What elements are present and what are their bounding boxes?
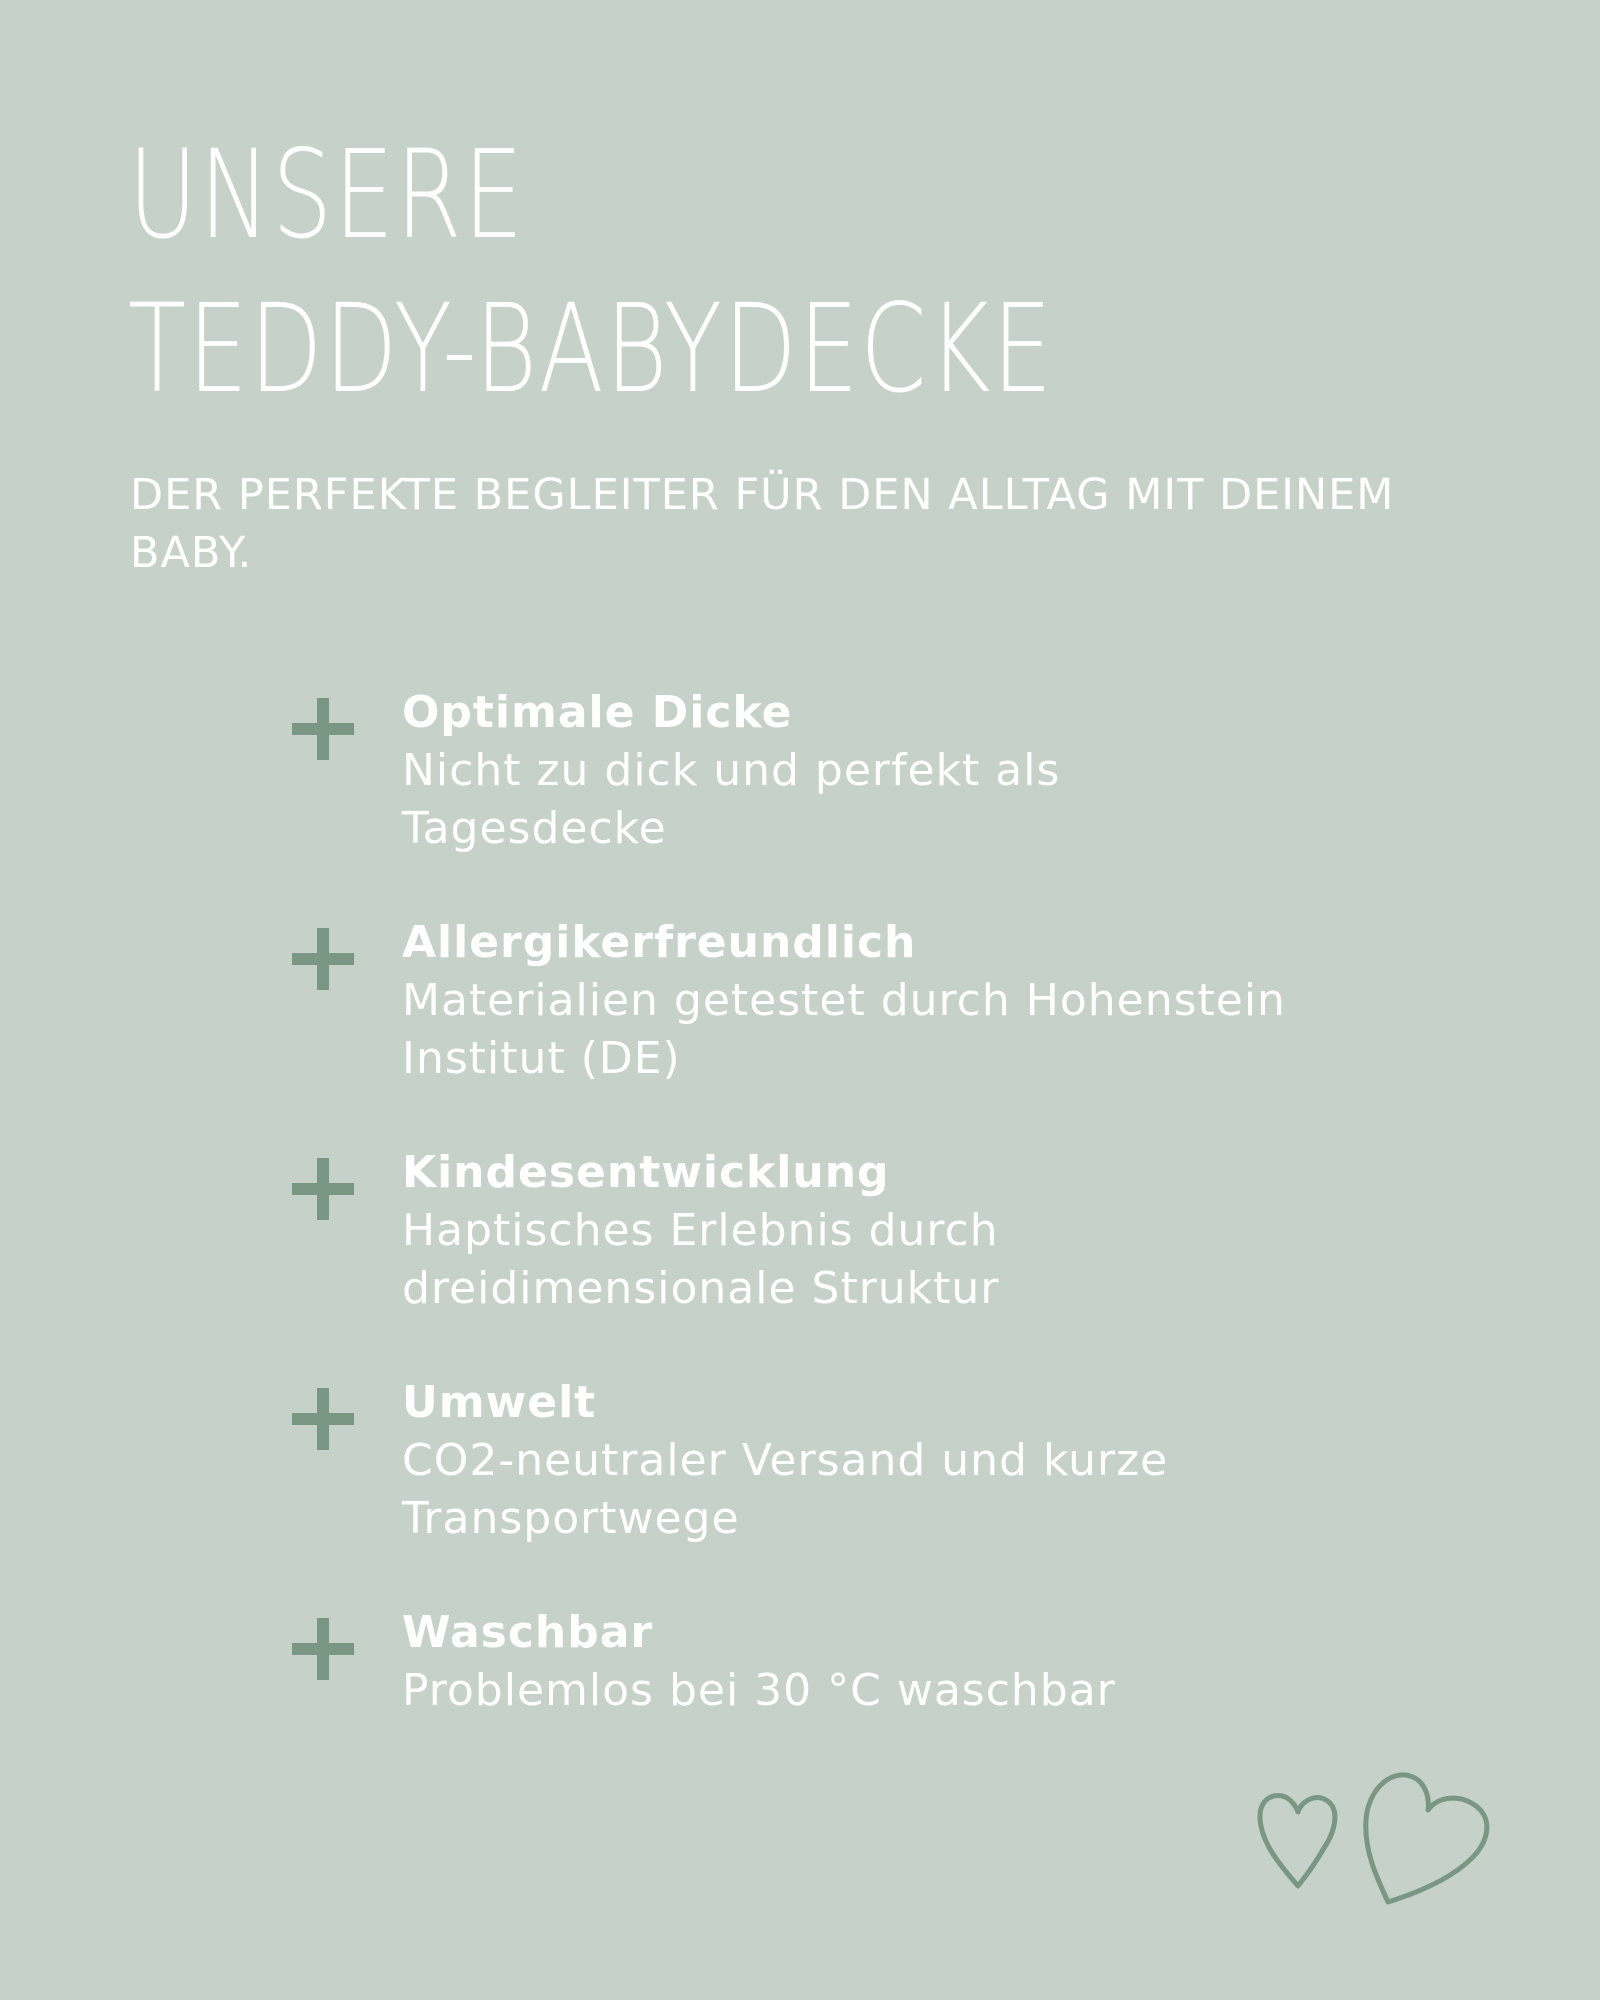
feature-text [402, 1374, 1402, 1548]
feature-title: Umwelt [402, 1377, 597, 1428]
feature-description: Materialien getestet durch Hohenstein Institut (DE) [402, 975, 1286, 1084]
feature-text [402, 914, 1402, 1088]
feature-title: Allergikerfreundlich [402, 917, 917, 968]
page-title [128, 118, 1054, 426]
feature-item [292, 1604, 1392, 1834]
feature-text [402, 1144, 1402, 1318]
plus-icon [292, 698, 354, 760]
page-subtitle: DER PERFEKTE BEGLEITER FÜR DEN ALLTAG MIT DEINEM BABY. [130, 470, 1395, 578]
large-heart-icon [1366, 1775, 1487, 1902]
feature-item [292, 1374, 1392, 1604]
feature-title: Waschbar [402, 1607, 654, 1658]
feature-title: Kindesentwicklung [402, 1147, 890, 1198]
feature-description: Haptisches Erlebnis durch dreidimensionale Struktur [402, 1205, 1000, 1314]
plus-icon [292, 1618, 354, 1680]
plus-icon [292, 1158, 354, 1220]
title-line-1: UNSERE [128, 124, 525, 266]
feature-list [292, 684, 1392, 1834]
feature-description: Problemlos bei 30 °C waschbar [402, 1665, 1116, 1716]
feature-item [292, 684, 1392, 914]
small-heart-icon [1260, 1795, 1335, 1886]
feature-item [292, 914, 1392, 1144]
feature-title: Optimale Dicke [402, 687, 793, 738]
plus-icon [292, 928, 354, 990]
feature-text [402, 1604, 1402, 1720]
plus-icon [292, 1388, 354, 1450]
feature-text [402, 684, 1402, 858]
feature-description: Nicht zu dick und perfekt als Tagesdecke [402, 745, 1061, 854]
title-line-2: TEDDY-BABYDECKE [128, 278, 1054, 420]
feature-description: CO2-neutraler Versand und kurze Transportwege [402, 1435, 1169, 1544]
feature-item [292, 1144, 1392, 1374]
hearts-icon [1240, 1750, 1510, 1930]
